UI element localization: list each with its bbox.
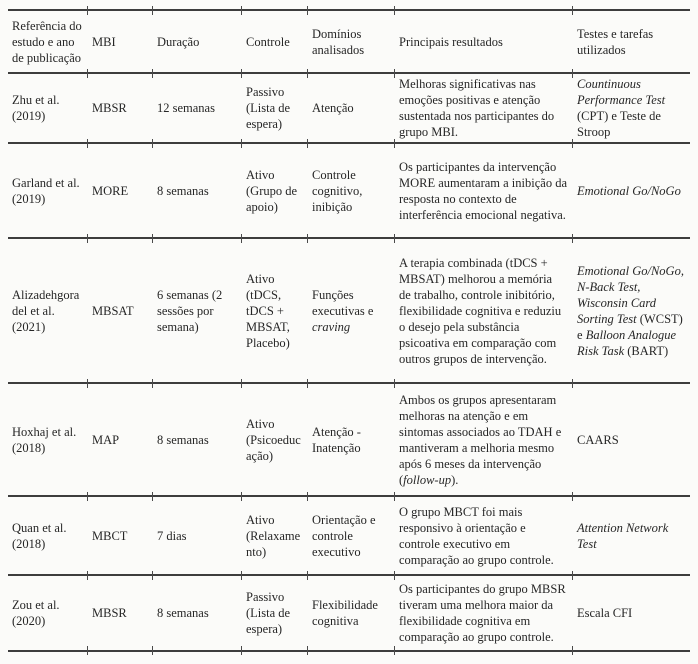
- text-segment: (BART): [624, 343, 669, 358]
- cell-reference: Zou et al. (2020): [8, 575, 88, 651]
- cell-mbi: MBCT: [88, 496, 153, 575]
- cell-duration: 7 dias: [153, 496, 242, 575]
- table-row: [8, 238, 690, 383]
- cell-domains: [308, 73, 395, 143]
- column-header-duration: Duração: [153, 10, 242, 73]
- table-row: [8, 383, 690, 496]
- cell-results: [395, 496, 573, 575]
- text-segment: Orientação e controle executivo: [312, 512, 376, 559]
- cell-tests: [573, 496, 690, 575]
- cell-domains: [308, 143, 395, 238]
- cell-results: [395, 238, 573, 383]
- table-row: [8, 496, 690, 575]
- table-row: [8, 575, 690, 651]
- cell-control: Passivo (Lista de espera): [242, 73, 308, 143]
- cell-results: [395, 143, 573, 238]
- text-segment: Attention Network Test: [577, 520, 669, 551]
- cell-tests: [573, 73, 690, 143]
- cell-duration: 6 semanas (2 sessões por semana): [153, 238, 242, 383]
- text-segment: Os participantes da intervenção MORE aumentaram a inibição da resposta no contexto de interferência emocional negativa.: [399, 159, 567, 222]
- column-header-domains: Domínios analisados: [308, 10, 395, 73]
- cell-domains: [308, 575, 395, 651]
- column-header-mbi: MBI: [88, 10, 153, 73]
- cell-mbi: MAP: [88, 383, 153, 496]
- cell-tests: [573, 238, 690, 383]
- cell-results: [395, 383, 573, 496]
- column-header-reference: Referência do estudo e ano de publicação: [8, 10, 88, 73]
- text-segment: Escala CFI: [577, 606, 633, 620]
- text-segment: Atenção: [312, 101, 354, 115]
- cell-control: Ativo (Grupo de apoio): [242, 143, 308, 238]
- text-segment: Countinuous Performance Test: [577, 77, 666, 107]
- cell-duration: 12 semanas: [153, 73, 242, 143]
- cell-mbi: MORE: [88, 143, 153, 238]
- cell-tests: [573, 575, 690, 651]
- text-segment: (CPT) e Teste de Stroop: [577, 109, 661, 139]
- column-header-results: Principais resultados: [395, 10, 573, 73]
- cell-reference: Hoxhaj et al. (2018): [8, 383, 88, 496]
- cell-reference: Alizadehgoradel et al. (2021): [8, 238, 88, 383]
- cell-domains: [308, 383, 395, 496]
- cell-results: [395, 73, 573, 143]
- cell-control: Passivo (Lista de espera): [242, 575, 308, 651]
- cell-reference: Quan et al. (2018): [8, 496, 88, 575]
- text-segment: CAARS: [577, 432, 619, 447]
- cell-reference: Zhu et al. (2019): [8, 73, 88, 143]
- cell-tests: [573, 383, 690, 496]
- cell-reference: Garland et al. (2019): [8, 143, 88, 238]
- text-segment: Controle cognitivo, inibição: [312, 167, 363, 214]
- text-segment: (WCST) e: [577, 311, 683, 342]
- table-row: [8, 143, 690, 238]
- text-segment: ).: [451, 472, 459, 487]
- cell-duration: 8 semanas: [153, 383, 242, 496]
- text-segment: craving: [312, 319, 351, 334]
- studies-table: [8, 9, 690, 652]
- cell-mbi: MBSR: [88, 73, 153, 143]
- cell-control: Ativo (Psicoeducação): [242, 383, 308, 496]
- text-segment: Ambos os grupos apresentaram melhoras na atenção e em sintomas associados ao TDAH e mantiveram a melhoria mesmo após 6 meses da intervenção (: [399, 392, 562, 487]
- column-header-tests: Testes e tarefas utilizados: [573, 10, 690, 73]
- cell-duration: 8 semanas: [153, 575, 242, 651]
- text-segment: A terapia combinada (tDCS + MBSAT) melhorou a memória de trabalho, controle inibitório, flexibilidade cognitiva e reduziu o desejo pela substância psicoativa em comparação com outros grupos de intervenção.: [399, 255, 562, 366]
- cell-mbi: MBSAT: [88, 238, 153, 383]
- cell-tests: [573, 143, 690, 238]
- cell-domains: [308, 496, 395, 575]
- cell-duration: 8 semanas: [153, 143, 242, 238]
- table-row: [8, 73, 690, 143]
- text-segment: Flexibilidade cognitiva: [312, 598, 378, 628]
- text-segment: Melhoras significativas nas emoções positivas e atenção sustentada nos participantes do grupo MBI.: [399, 77, 555, 139]
- text-segment: follow-up: [403, 472, 452, 487]
- cell-control: Ativo (Relaxamento): [242, 496, 308, 575]
- text-segment: Emotional Go/NoGo, N-Back Test, Wisconsin Card Sorting Test: [577, 263, 684, 326]
- text-segment: Os participantes do grupo MBSR tiveram uma melhora maior da flexibilidade cognitiva em comparação ao grupo controle.: [399, 582, 566, 644]
- cell-control: Ativo (tDCS, tDCS + MBSAT, Placebo): [242, 238, 308, 383]
- text-segment: Emotional Go/NoGo: [577, 183, 681, 198]
- text-segment: Funções executivas e: [312, 287, 374, 318]
- text-segment: O grupo MBCT foi mais responsivo à orientação e controle executivo em comparação ao grupo controle.: [399, 504, 554, 567]
- header-row: [8, 10, 690, 73]
- cell-mbi: MBSR: [88, 575, 153, 651]
- cell-results: [395, 575, 573, 651]
- column-header-control: Controle: [242, 10, 308, 73]
- text-segment: Atenção - Inatenção: [312, 424, 361, 455]
- cell-domains: [308, 238, 395, 383]
- text-segment: Balloon Analogue Risk Task: [577, 327, 677, 358]
